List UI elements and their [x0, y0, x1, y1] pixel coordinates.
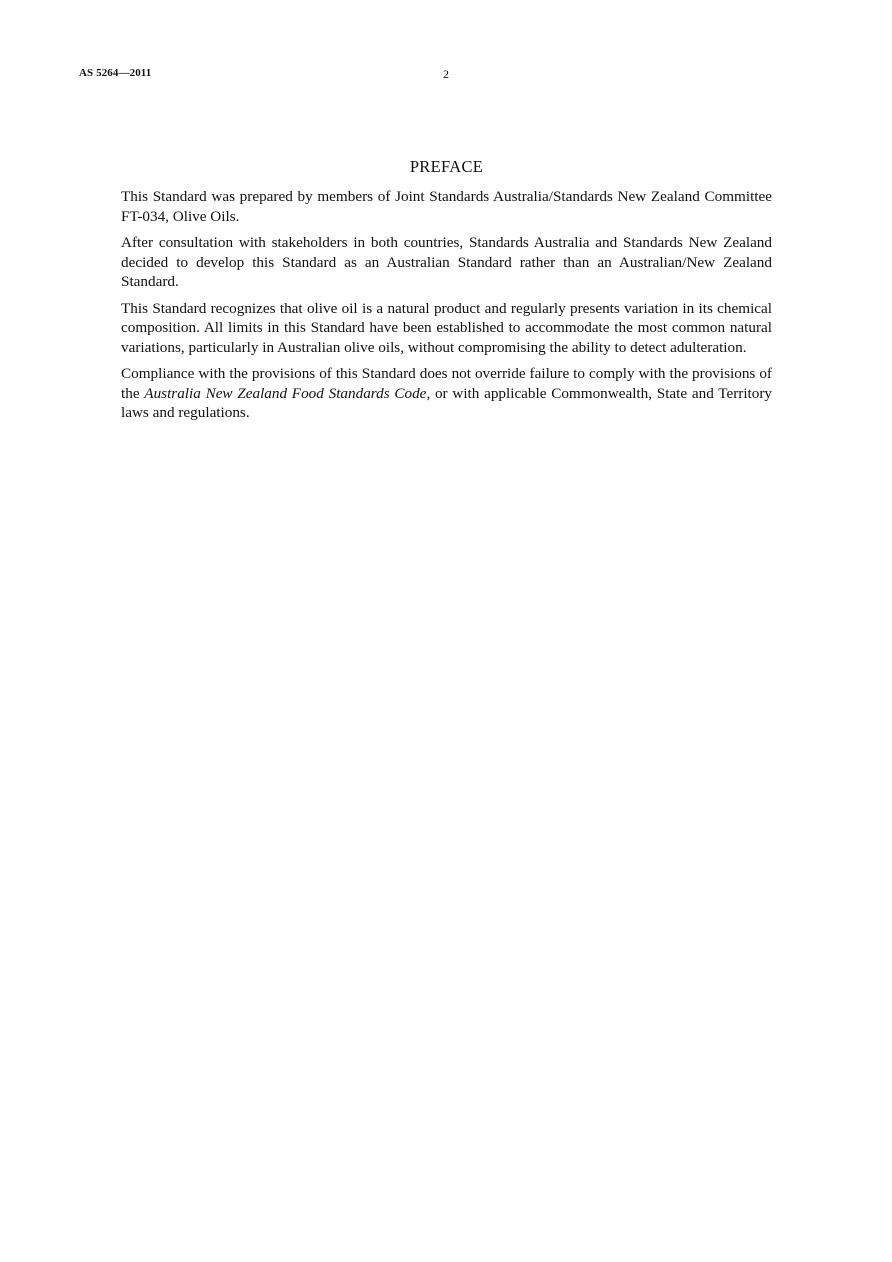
preface-heading: PREFACE	[409, 157, 484, 176]
preface-paragraph-1: This Standard was prepared by members of Joint Standards Australia/Standards New Zealand Committee FT-034, Olive Oils.	[121, 188, 772, 225]
food-standards-code-title: Australia New Zealand Food Standards Code	[144, 384, 427, 402]
document-id: AS 5264—2011	[79, 67, 152, 79]
preface-paragraph-3: This Standard recognizes that olive oil is a natural product and regularly presents variation in its chemical composition. All limits in this Standard have been established to accommodate the most common natural variations, particularly in Australian olive oils, without compromising the ability to detect adulteration.	[121, 299, 772, 356]
paragraph-4-text-end: , or with applicable Commonwealth, State and Territory laws and regulations.	[121, 384, 773, 421]
preface-paragraph-4	[121, 364, 772, 423]
paragraph-4-text-start: Compliance with the provisions of this Standard does not override failure to comply with the provisions of the	[121, 365, 772, 402]
preface-paragraph-2: After consultation with stakeholders in both countries, Standards Australia and Standards New Zealand decided to develop this Standard as an Australian Standard rather than an Australian/New Zealand Standard.	[121, 234, 772, 290]
page-number: 2	[443, 67, 449, 81]
preface-section	[121, 157, 772, 430]
